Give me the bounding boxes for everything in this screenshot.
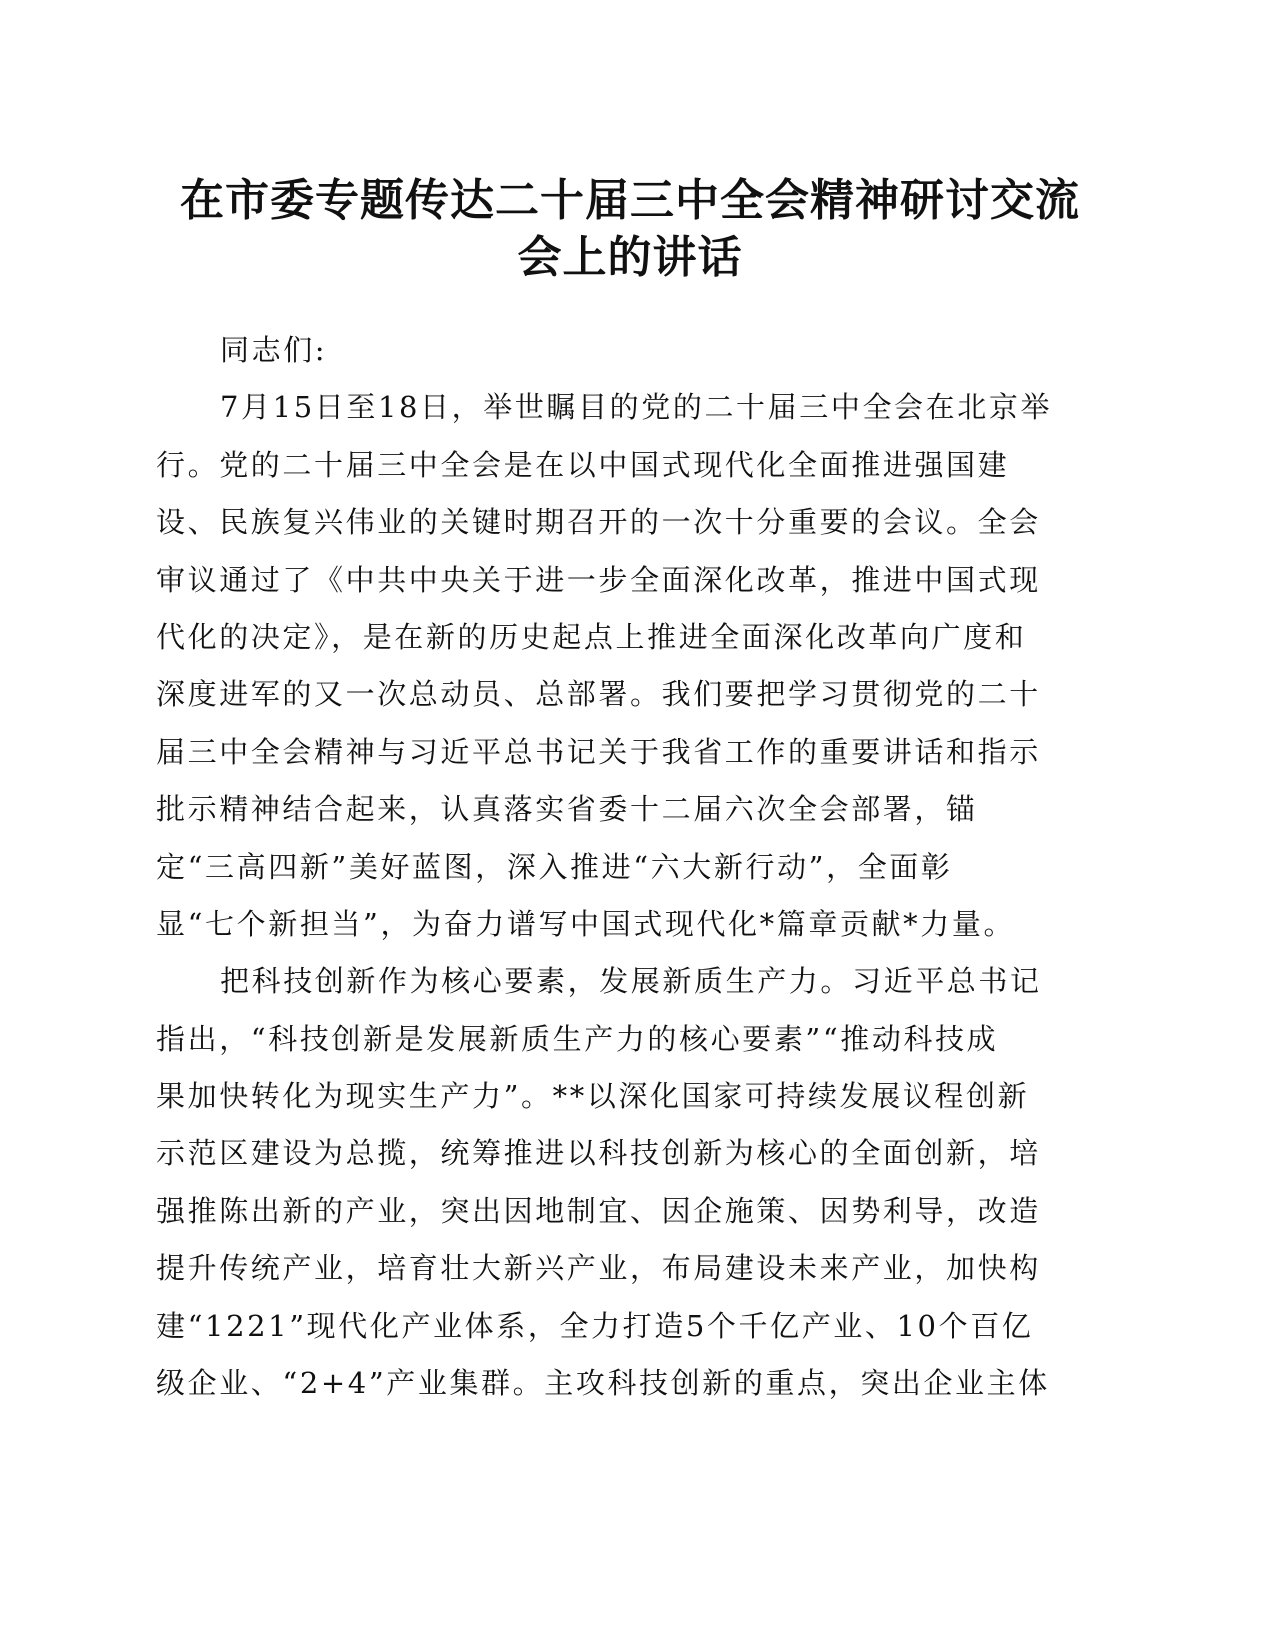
body-line: 强推陈出新的产业，突出因地制宜、因企施策、因势利导，改造: [156, 1193, 1041, 1228]
body-line: 把科技创新作为核心要素，发展新质生产力。习近平总书记: [220, 964, 1042, 999]
body-line: 提升传统产业，培育壮大新兴产业，布局建设未来产业，加快构: [156, 1251, 1041, 1286]
body-line: 深度进军的又一次总动员、总部署。我们要把学习贯彻党的二十: [156, 677, 1041, 712]
body-line: 7月15日至18日，举世瞩目的党的二十届三中全会在北京举: [220, 390, 1053, 425]
title-line: 会上的讲话: [517, 232, 743, 283]
body-line: 同志们:: [220, 333, 328, 367]
body-line: 届三中全会精神与习近平总书记关于我省工作的重要讲话和指示: [156, 734, 1041, 769]
title-line: 在市委专题传达二十届三中全会精神研讨交流: [180, 175, 1080, 226]
body-line: 建“1221”现代化产业体系，全力打造5个千亿产业、10个百亿: [156, 1308, 1034, 1343]
body-line: 代化的决定》，是在新的历史起点上推进全面深化改革向广度和: [156, 619, 1027, 654]
body-line: 批示精神结合起来，认真落实省委十二届六次全会部署，锚: [156, 792, 978, 827]
document-body: [156, 322, 1096, 1412]
body-line: 示范区建设为总揽，统筹推进以科技创新为核心的全面创新，培: [156, 1136, 1041, 1171]
body-line: 果加快转化为现实生产力”。**以深化国家可持续发展议程创新: [156, 1079, 1030, 1114]
body-line: 审议通过了《中共中央关于进一步全面深化改革，推进中国式现: [156, 562, 1041, 597]
body-line: 指出，“科技创新是发展新质生产力的核心要素”“推动科技成: [156, 1021, 999, 1056]
body-line: 设、民族复兴伟业的关键时期召开的一次十分重要的会议。全会: [156, 505, 1041, 540]
body-line: 定“三高四新”美好蓝图，深入推进“六大新行动”，全面彰: [156, 849, 953, 884]
body-line: 行。党的二十届三中全会是在以中国式现代化全面推进强国建: [156, 447, 1010, 482]
document-title: [160, 172, 1100, 286]
body-line: 显“七个新担当”，为奋力谱写中国式现代化*篇章贡献*力量。: [156, 906, 1016, 941]
body-line: 级企业、“2+4”产业集群。主攻科技创新的重点，突出企业主体: [156, 1366, 1050, 1401]
